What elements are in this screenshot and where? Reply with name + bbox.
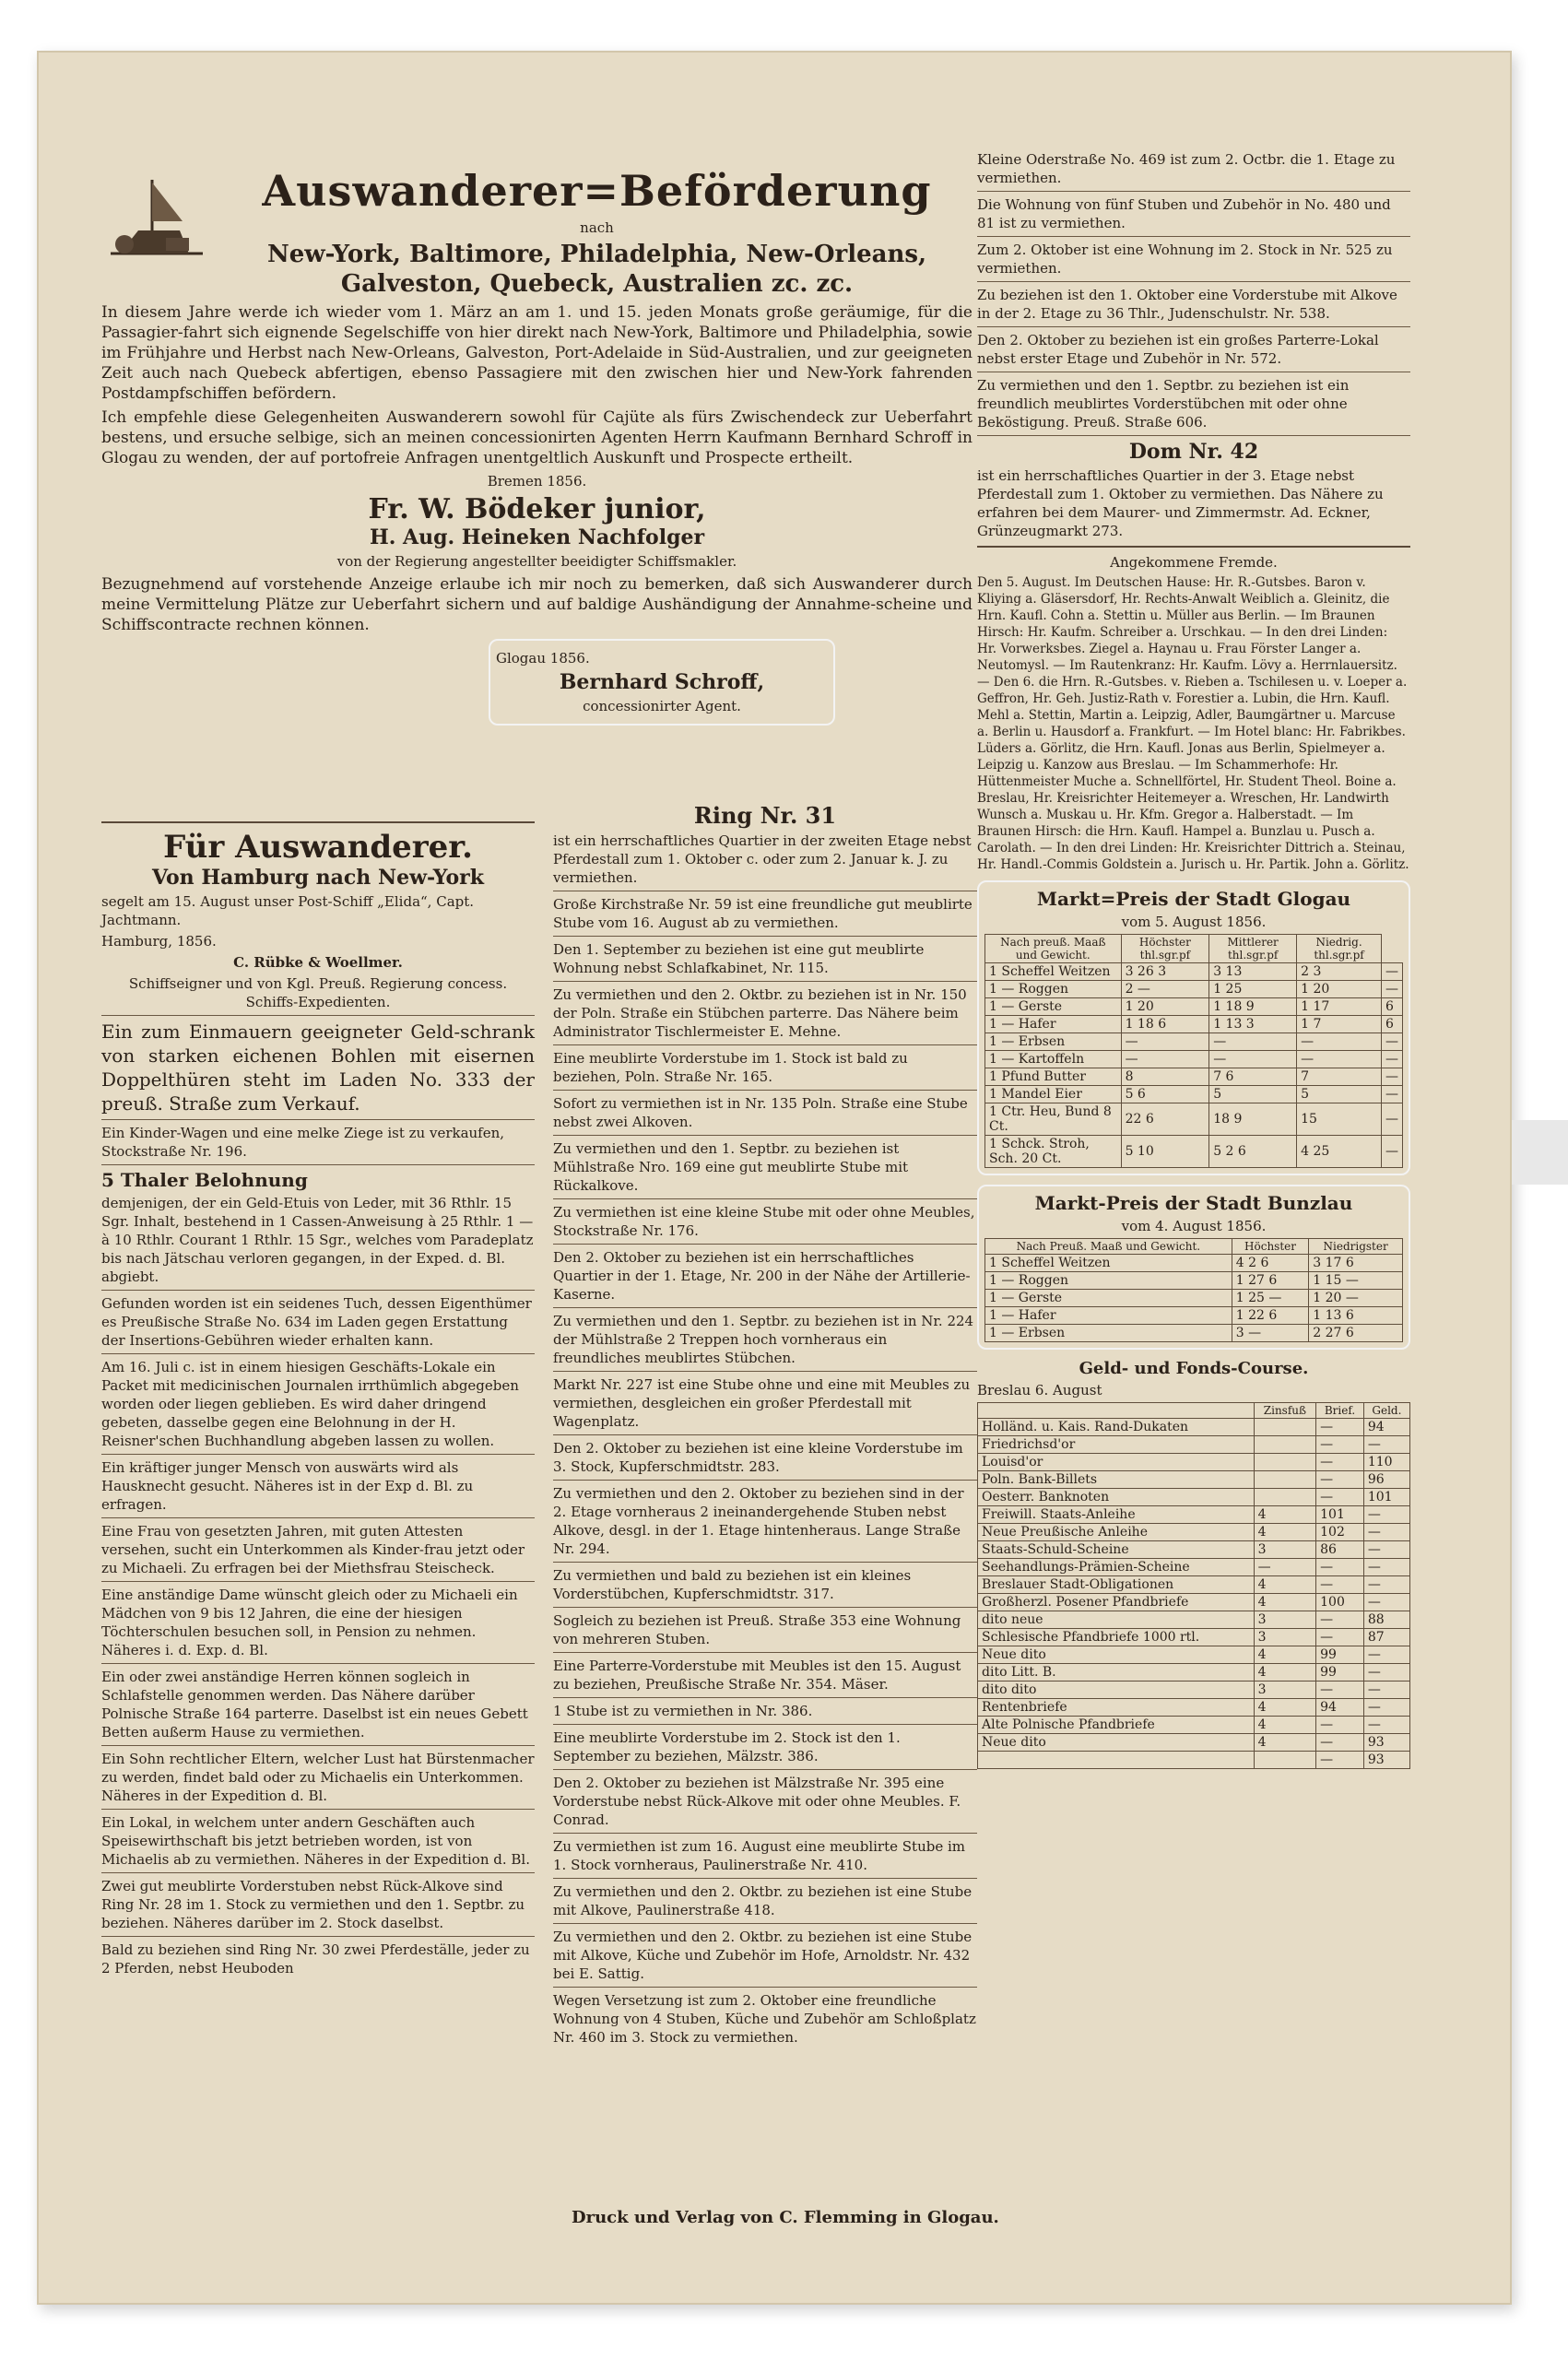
exchange-date: Breslau 6. August <box>977 1382 1102 1398</box>
table-cell: 1 — Roggen <box>985 981 1122 998</box>
table-cell: 93 <box>1363 1734 1409 1752</box>
table-row <box>978 1454 1410 1471</box>
table-cell: 100 <box>1316 1594 1364 1611</box>
ship-illustration <box>101 166 212 277</box>
found-ad: Gefunden worden ist ein seidenes Tuch, dessen Eigenthümer es Preußische Straße No. 634 im Laden gegen Erstattung der Insertions-Gebühren wieder erhalten kann. <box>101 1295 532 1349</box>
col1-ad2: Ein zum Einmauern geeigneter Geld-schrank von starken eichenen Bohlen mit eisernen Doppelthüren steht im Laden No. 333 der preuß. Straße zum Verkauf. <box>101 1021 535 1115</box>
table-row <box>978 1611 1410 1629</box>
table-cell: 99 <box>1316 1646 1364 1664</box>
table-row <box>985 1068 1403 1086</box>
table-cell: 1 — Hafer <box>985 1307 1232 1325</box>
table-row <box>978 1629 1410 1646</box>
table-row <box>978 1436 1410 1454</box>
market-bunzlau-table <box>984 1238 1403 1342</box>
table-cell: — <box>1121 1051 1209 1068</box>
table-cell: 2 3 <box>1297 963 1382 981</box>
table-cell: Neue Preußische Anleihe <box>978 1524 1255 1541</box>
table-cell: dito neue <box>978 1611 1255 1629</box>
col2-a18: Eine meublirte Vorderstube im 2. Stock ist den 1. September zu beziehen, Mälzstr. 386. <box>553 1729 901 1764</box>
firm-successor: H. Aug. Heineken Nachfolger <box>369 525 705 549</box>
table-row <box>978 1699 1410 1717</box>
table-cell: — <box>1381 981 1402 998</box>
table-cell: 2 27 6 <box>1309 1325 1403 1342</box>
col1-ad5: Am 16. Juli c. ist in einem hiesigen Geschäfts-Lokale ein Packet mit medicinischen Journalen irrthümlich abgegeben worden oder liegen geblieben. Es wird daher dringend gebeten, dasselbe gegen eine Belohnung in der H. Reisner'schen Buchhandlung abgeben lassen zu wollen. <box>101 1359 519 1449</box>
table-cell: 1 — Roggen <box>985 1272 1232 1290</box>
table-cell: 15 <box>1297 1103 1382 1136</box>
exchange-table <box>977 1402 1410 1769</box>
table-cell: 7 <box>1297 1068 1382 1086</box>
table-row <box>985 1033 1403 1051</box>
table-row <box>985 963 1403 981</box>
table-cell: Rentenbriefe <box>978 1699 1255 1717</box>
table-row <box>985 1255 1403 1272</box>
market-bunzlau <box>977 1185 1410 1350</box>
table-cell: 22 6 <box>1121 1103 1209 1136</box>
col2-a10: Zu vermiethen und den 1. Septbr. zu beziehen ist in Nr. 224 der Mühlstraße 2 Treppen hoch vornheraus ein freundliches meublirtes Stübchen. <box>553 1313 974 1366</box>
ring-heading: Ring Nr. 31 <box>693 802 837 829</box>
col1-ad9: Ein oder zwei anständige Herren können sogleich in Schlafstelle genommen werden. Das Nähere darüber Polnische Straße 164 parterre. Daselbst ist ein neues Gebett Betten außerm Hause zu vermiethen. <box>101 1669 528 1740</box>
table-cell: Großherzl. Posener Pfandbriefe <box>978 1594 1255 1611</box>
table-cell: — <box>1209 1051 1297 1068</box>
table-header: Mittlerer thl.sgr.pf <box>1209 935 1297 963</box>
table-header: Geld. <box>1363 1403 1409 1419</box>
table-cell: — <box>1316 1489 1364 1506</box>
table-cell: 1 20 <box>1121 998 1209 1016</box>
col1-sail: segelt am 15. August unser Post-Schiff „Elida“, Capt. Jachtmann. <box>101 893 475 928</box>
col2-a17: 1 Stube ist zu vermiethen in Nr. 386. <box>553 1703 813 1719</box>
table-cell: 1 7 <box>1297 1016 1382 1033</box>
table-cell: Friedrichsd'or <box>978 1436 1255 1454</box>
col2-a3: Den 1. September zu beziehen ist eine gut meublirte Wohnung nebst Schlafkabinet, Nr. 115. <box>553 941 925 976</box>
table-row <box>978 1471 1410 1489</box>
table-cell: 1 25 <box>1209 981 1297 998</box>
strip <box>1512 1120 1568 1185</box>
col1-owner-desc: Schiffseigner und von Kgl. Preuß. Regierung concess. Schiffs-Expedienten. <box>128 975 508 1010</box>
col2-a23: Wegen Versetzung ist zum 2. Oktober eine freundliche Wohnung von 4 Stuben, Küche und Zubehör am Schloßplatz Nr. 460 im 3. Stock zu vermiethen. <box>553 1992 976 2046</box>
table-cell: 94 <box>1316 1699 1364 1717</box>
table-cell: — <box>1297 1051 1382 1068</box>
table-row <box>985 1290 1403 1307</box>
table-row <box>978 1734 1410 1752</box>
col2-a4: Zu vermiethen und den 2. Oktbr. zu beziehen ist in Nr. 150 der Poln. Straße ein Stübchen parterre. Das Nähere beim Administrator Tischlermeister E. Mehne. <box>553 986 967 1040</box>
table-cell: Staats-Schuld-Scheine <box>978 1541 1255 1559</box>
table-cell: 87 <box>1363 1629 1409 1646</box>
col1-owner: C. Rübke & Woellmer. <box>233 954 403 971</box>
arrivals-text: Den 5. August. Im Deutschen Hause: Hr. R.-Gutsbes. Baron v. Kliying a. Gläsersdorf, Hr. Rechts-Anwalt Weiblich a. Gleinitz, die Hrn. Kaufl. Cohn a. Stettin u. Müller aus Berlin. — Im Braunen Hirsch: Hr. Kaufm. Schreiber a. Urschkau. — In den drei Linden: Hr. Vorwerksbes. Ziegel a. Haynau u. Frau Förster Langer a. Neutomysl. — Im Rautenkranz: Hr. Kaufm. Lövy a. Herrnlauersitz. — Den 6. die Hrn. R.-Gutsbes. v. Rieben a. Tschilesen u. v. Loeper a. Geffron, Hr. Geh. Justiz-Rath v. Forestier a. Lubin, die Hrn. Kaufl. Mehl a. Stettin, Martin a. Leipzig, Adler, Baumgärtner u. Marcuse a. Berlin u. Hausdorf a. Frankfurt. — Im Hotel blanc: Hr. Fabrikbes. Lüders a. Görlitz, die Hrn. Kaufl. Jonas aus Berlin, Spielmeyer a. Leipzig u. Kanzow aus Breslau. — Im Schammerhofe: Hr. Hüttenmeister Muche a. Schnellförtel, Hr. Student Theol. Boine a. Breslau, Hr. Kreisrichter Heitemeyer a. Wreschen, Hr. Landwirth Wunsch a. Muskau u. Hr. Kfm. Gregor a. Halberstadt. — Im Braunen Hirsch: die Hrn. Kaufl. Hampel a. Bunzlau u. Pusch a. Carolath. — In den drei Linden: Hr. Kreisrichter Dittrich a. Steinau, Hr. Handl.-Commis Goldstein a. Jurisch u. Hr. Partik. John a. Görlitz. <box>977 575 1409 872</box>
table-cell: 4 2 6 <box>1232 1255 1308 1272</box>
firm-appointed: von der Regierung angestellter beeidigter Schiffsmakler. <box>336 553 737 570</box>
table-cell: dito dito <box>978 1682 1255 1699</box>
table-row <box>978 1717 1410 1734</box>
table-cell: 5 6 <box>1121 1086 1209 1103</box>
col3-b3: Zum 2. Oktober ist eine Wohnung im 2. Stock in Nr. 525 zu vermiethen. <box>977 242 1393 277</box>
table-cell: 3 — <box>1232 1325 1308 1342</box>
col2-a8: Zu vermiethen ist eine kleine Stube mit oder ohne Meubles, Stockstraße Nr. 176. <box>553 1204 975 1239</box>
table-cell: 5 10 <box>1121 1136 1209 1168</box>
market-bunzlau-title: Markt-Preis der Stadt Bunzlau <box>1034 1192 1353 1214</box>
table-row <box>978 1489 1410 1506</box>
table-cell: Neue dito <box>978 1734 1255 1752</box>
table-cell: — <box>1381 1051 1402 1068</box>
table-cell: 1 27 6 <box>1232 1272 1308 1290</box>
table-cell: 1 22 6 <box>1232 1307 1308 1325</box>
reward-heading: 5 Thaler Belohnung <box>101 1169 308 1191</box>
col2-a5: Eine meublirte Vorderstube im 1. Stock ist bald zu beziehen, Poln. Straße Nr. 165. <box>553 1050 908 1085</box>
table-cell: 1 Scheffel Weitzen <box>985 963 1122 981</box>
table-cell: 1 Ctr. Heu, Bund 8 Ct. <box>985 1103 1122 1136</box>
market-glogau-title: Markt=Preis der Stadt Glogau <box>1036 888 1351 910</box>
table-cell: Breslauer Stadt-Obligationen <box>978 1576 1255 1594</box>
table-cell: 1 17 <box>1297 998 1382 1016</box>
table-cell: — <box>1363 1682 1409 1699</box>
table-row <box>985 1325 1403 1342</box>
table-cell: 86 <box>1316 1541 1364 1559</box>
table-cell: — <box>1363 1436 1409 1454</box>
table-cell: 102 <box>1316 1524 1364 1541</box>
col1-ad12: Zwei gut meublirte Vorderstuben nebst Rück-Alkove sind Ring Nr. 28 im 1. Stock zu vermiethen und den 1. Septbr. zu beziehen. Näheres darüber im 2. Stock daselbst. <box>101 1878 525 1931</box>
table-cell: 1 13 3 <box>1209 1016 1297 1033</box>
market-glogau <box>977 880 1410 1175</box>
table-cell: 1 — Gerste <box>985 1290 1232 1307</box>
col1-ad10: Ein Sohn rechtlicher Eltern, welcher Lust hat Bürstenmacher zu werden, findet bald oder zu Michaelis ein Unterkommen. Näheres in der Expedition d. Bl. <box>101 1751 535 1804</box>
col1-sail-date: Hamburg, 1856. <box>101 933 217 950</box>
routes: New-York, Baltimore, Philadelphia, New-Orleans, Galveston, Quebeck, Australien zc. zc. <box>266 241 927 298</box>
table-cell: 101 <box>1363 1489 1409 1506</box>
table-cell: 1 Scheffel Weitzen <box>985 1255 1232 1272</box>
agent-block <box>489 639 835 726</box>
table-cell: 4 <box>1254 1664 1316 1682</box>
col2-a21: Zu vermiethen und den 2. Oktbr. zu beziehen ist eine Stube mit Alkove, Paulinerstraße 418. <box>553 1883 973 1918</box>
table-cell: 8 <box>1121 1068 1209 1086</box>
table-cell: — <box>1381 1086 1402 1103</box>
col2-a11: Markt Nr. 227 ist eine Stube ohne und eine mit Meubles zu vermiethen, desgleichen ein großer Pferdestall mit Wagenplatz. <box>553 1376 971 1430</box>
table-cell: — <box>1363 1699 1409 1717</box>
table-cell: Poln. Bank-Billets <box>978 1471 1255 1489</box>
table-cell: 4 <box>1254 1594 1316 1611</box>
market-glogau-table <box>984 934 1403 1168</box>
table-header: Höchster <box>1232 1239 1308 1255</box>
table-cell: Holländ. u. Kais. Rand-Dukaten <box>978 1419 1255 1436</box>
table-cell: Neue dito <box>978 1646 1255 1664</box>
table-cell <box>978 1752 1255 1769</box>
table-cell: 3 <box>1254 1682 1316 1699</box>
col1-ad11: Ein Lokal, in welchem unter andern Geschäften auch Speisewirthschaft bis jetzt betrieben worden, ist von Michaelis ab zu vermiethen. Näheres in der Expedition d. Bl. <box>101 1814 530 1868</box>
agent-name: Bernhard Schroff, <box>559 670 765 694</box>
col2-a15: Sogleich zu beziehen ist Preuß. Straße 353 eine Wohnung von mehreren Stuben. <box>553 1612 961 1647</box>
table-cell: 6 <box>1381 1016 1402 1033</box>
table-cell: 18 9 <box>1209 1103 1297 1136</box>
table-header: Höchster thl.sgr.pf <box>1121 935 1209 963</box>
table-row <box>978 1506 1410 1524</box>
table-cell <box>1254 1471 1316 1489</box>
col3-b4: Zu beziehen ist den 1. Oktober eine Vorderstube mit Alkove in der 2. Etage zu 36 Thlr., Judenschulstr. Nr. 538. <box>977 287 1397 322</box>
dom-text: ist ein herrschaftliches Quartier in der 3. Etage nebst Pferdestall zum 1. Oktober zu vermiethen. Das Nähere zu erfahren bei dem Maurer- und Zimmermstr. Ad. Eckner, Grünzeugmarkt 273. <box>977 467 1384 539</box>
table-row <box>985 1086 1403 1103</box>
col2-a12: Den 2. Oktober zu beziehen ist eine kleine Vorderstube im 3. Stock, Kupferschmidtstr. 283. <box>553 1440 963 1475</box>
table-row <box>978 1594 1410 1611</box>
table-row <box>978 1576 1410 1594</box>
table-cell: 3 17 6 <box>1309 1255 1403 1272</box>
imprint: Druck und Verlag von C. Flemming in Glogau. <box>572 2208 999 2227</box>
table-cell: — <box>1363 1506 1409 1524</box>
table-row <box>978 1752 1410 1769</box>
ad-body-2: Ich empfehle diese Gelegenheiten Auswanderern sowohl für Cajüte als fürs Zwischendeck zur Ueberfahrt bestens, und ersuche selbige, sich an meinen concessionirten Agenten Herrn Kaufmann Bernhard Schroff in Glogau zu wenden, der auf portofreie Anfragen unentgeltlich Auskunft und Prospecte ertheilt. <box>101 408 973 467</box>
col2-a16: Eine Parterre-Vorderstube mit Meubles ist den 15. August zu beziehen, Preußische Straße Nr. 354. Mäser. <box>553 1658 961 1693</box>
col1-ad3: Ein Kinder-Wagen und eine melke Ziege ist zu verkaufen, Stockstraße Nr. 196. <box>101 1125 505 1160</box>
table-cell: 3 26 3 <box>1121 963 1209 981</box>
column-2 <box>553 802 977 2049</box>
col3-b5: Den 2. Oktober zu beziehen ist ein großes Parterre-Lokal nebst erster Etage und Zubehör in Nr. 572. <box>977 332 1379 367</box>
table-row <box>985 998 1403 1016</box>
col1-ad8: Eine anständige Dame wünscht gleich oder zu Michaeli ein Mädchen von 9 bis 12 Jahren, die eine der hiesigen Töchterschulen besuchen soll, in Pension zu nehmen. Näheres i. d. Exp. d. Bl. <box>101 1587 518 1658</box>
table-cell <box>1254 1489 1316 1506</box>
table-cell: 1 — Hafer <box>985 1016 1122 1033</box>
table-row <box>978 1664 1410 1682</box>
subhead: nach <box>580 219 614 236</box>
table-cell: — <box>1363 1524 1409 1541</box>
column-1 <box>101 816 535 1980</box>
table-cell: 2 — <box>1121 981 1209 998</box>
table-cell: — <box>1363 1576 1409 1594</box>
table-row <box>978 1646 1410 1664</box>
table-cell: 1 13 6 <box>1309 1307 1403 1325</box>
table-cell: 1 20 <box>1297 981 1382 998</box>
table-cell: — <box>1381 1033 1402 1051</box>
ad-body-1: In diesem Jahre werde ich wieder vom 1. März an am 1. und 15. jeden Monats große geräumige, für die Passagier-fahrt sich eignende Segelschiffe von hier direkt nach New-York, Baltimore und Philadelphia, sowie im Frühjahre und Herbst nach New-Orleans, Galveston, Port-Adelaide in Süd-Australien, und zur geeigneten Zeit auch nach Quebeck abfertigen, ebenso Passagiere mit den zwischen hier und New-York fahrenden Postdampfschiffen befördern. <box>101 303 973 403</box>
table-cell <box>1254 1752 1316 1769</box>
table-cell: — <box>1316 1734 1364 1752</box>
table-cell: — <box>1363 1559 1409 1576</box>
table-cell: 3 <box>1254 1541 1316 1559</box>
table-cell: Alte Polnische Pfandbriefe <box>978 1717 1255 1734</box>
firm-name: Fr. W. Bödeker junior, <box>368 493 706 525</box>
table-cell: — <box>1316 1752 1364 1769</box>
table-cell: — <box>1121 1033 1209 1051</box>
col3-b2: Die Wohnung von fünf Stuben und Zubehör in No. 480 und 81 ist zu vermiethen. <box>977 196 1391 231</box>
table-cell: — <box>1363 1541 1409 1559</box>
table-cell: — <box>1316 1419 1364 1436</box>
table-cell: Oesterr. Banknoten <box>978 1489 1255 1506</box>
table-cell: 1 15 — <box>1309 1272 1403 1290</box>
col1-route: Von Hamburg nach New-York <box>151 866 485 890</box>
table-cell: 1 25 — <box>1232 1290 1308 1307</box>
dom-heading: Dom Nr. 42 <box>1128 440 1259 464</box>
table-cell <box>1254 1436 1316 1454</box>
exchange-rates <box>977 1359 1410 1769</box>
table-cell: 99 <box>1316 1664 1364 1682</box>
table-cell: 3 <box>1254 1611 1316 1629</box>
table-row <box>985 1016 1403 1033</box>
table-cell: 4 <box>1254 1646 1316 1664</box>
place-date: Bremen 1856. <box>487 473 587 490</box>
table-cell: — <box>1209 1033 1297 1051</box>
table-cell: — <box>1381 1068 1402 1086</box>
table-cell: — <box>1381 963 1402 981</box>
table-cell: 96 <box>1363 1471 1409 1489</box>
col1-ad6: Ein kräftiger junger Mensch von auswärts wird als Hausknecht gesucht. Näheres ist in der Exp d. Bl. zu erfragen. <box>101 1459 474 1513</box>
col2-a6: Sofort zu vermiethen ist in Nr. 135 Poln. Straße eine Stube nebst zwei Alkoven. <box>553 1095 968 1130</box>
table-cell: 4 <box>1254 1506 1316 1524</box>
table-cell: 6 <box>1381 998 1402 1016</box>
table-header: Nach preuß. Maaß und Gewicht. <box>985 935 1122 963</box>
table-row <box>978 1559 1410 1576</box>
emigration-ad <box>101 166 973 726</box>
table-cell: 1 — Erbsen <box>985 1033 1122 1051</box>
agent-title: concessionirter Agent. <box>583 698 741 714</box>
market-glogau-date: vom 5. August 1856. <box>1121 914 1267 930</box>
table-row <box>978 1524 1410 1541</box>
table-cell: 1 — Kartoffeln <box>985 1051 1122 1068</box>
col2-a22: Zu vermiethen und den 2. Oktbr. zu beziehen ist eine Stube mit Alkove, Küche und Zubehör im Hofe, Arnoldstr. Nr. 432 bei E. Sattig. <box>553 1929 973 1982</box>
table-cell: — <box>1316 1576 1364 1594</box>
table-cell: 5 <box>1209 1086 1297 1103</box>
col2-a20: Zu vermiethen ist zum 16. August eine meublirte Stube im 1. Stock vornheraus, Paulinerstraße Nr. 410. <box>553 1838 965 1873</box>
table-cell: 3 <box>1254 1629 1316 1646</box>
table-header: Nach Preuß. Maaß und Gewicht. <box>985 1239 1232 1255</box>
table-cell: 1 — Gerste <box>985 998 1122 1016</box>
table-cell: 88 <box>1363 1611 1409 1629</box>
table-cell: 3 13 <box>1209 963 1297 981</box>
table-cell: 7 6 <box>1209 1068 1297 1086</box>
table-cell: — <box>1363 1594 1409 1611</box>
table-header: Niedrigster <box>1309 1239 1403 1255</box>
table-cell: — <box>1316 1559 1364 1576</box>
table-cell <box>1254 1454 1316 1471</box>
table-cell: 101 <box>1316 1506 1364 1524</box>
table-cell: 1 Pfund Butter <box>985 1068 1122 1086</box>
col3-b6: Zu vermiethen und den 1. Septbr. zu beziehen ist ein freundlich meublirtes Vorderstübchen mit oder ohne Beköstigung. Preuß. Straße 606. <box>977 377 1350 431</box>
table-cell: 110 <box>1363 1454 1409 1471</box>
col1-ad13: Bald zu beziehen sind Ring Nr. 30 zwei Pferdeställe, jeder zu 2 Pferden, nebst Heuboden <box>101 1941 530 1976</box>
ad-body-3: Bezugnehmend auf vorstehende Anzeige erlaube ich mir noch zu bemerken, daß sich Auswanderer durch meine Vermittelung Plätze zur Ueberfahrt sichern und auf baldige Aushändigung der Annahme-scheine und Schiffscontracte rechnen können. <box>101 575 973 634</box>
table-cell: 1 18 6 <box>1121 1016 1209 1033</box>
table-cell: 4 <box>1254 1699 1316 1717</box>
table-cell: 1 20 — <box>1309 1290 1403 1307</box>
col1-heading: Für Auswanderer. <box>163 829 473 866</box>
market-bunzlau-date: vom 4. August 1856. <box>1121 1218 1267 1234</box>
table-cell: — <box>1363 1664 1409 1682</box>
table-row <box>985 1272 1403 1290</box>
arrivals-heading: Angekommene Fremde. <box>1110 554 1278 571</box>
table-row <box>985 1136 1403 1168</box>
col3-b1: Kleine Oderstraße No. 469 ist zum 2. Octbr. die 1. Etage zu vermiethen. <box>977 151 1396 186</box>
table-cell: 4 <box>1254 1717 1316 1734</box>
table-cell: — <box>1316 1629 1364 1646</box>
table-cell: 1 18 9 <box>1209 998 1297 1016</box>
table-header: Brief. <box>1316 1403 1364 1419</box>
col2-a2: Große Kirchstraße Nr. 59 ist eine freundliche gut meublirte Stube vom 16. August ab zu vermiethen. <box>553 896 973 931</box>
table-cell: — <box>1316 1471 1364 1489</box>
table-cell: Louisd'or <box>978 1454 1255 1471</box>
table-cell: — <box>1254 1559 1316 1576</box>
table-cell: 93 <box>1363 1752 1409 1769</box>
table-cell <box>1254 1419 1316 1436</box>
table-cell: — <box>1316 1454 1364 1471</box>
table-row <box>985 1051 1403 1068</box>
table-cell: — <box>1316 1682 1364 1699</box>
table-cell: 1 — Erbsen <box>985 1325 1232 1342</box>
table-cell: Seehandlungs-Prämien-Scheine <box>978 1559 1255 1576</box>
table-cell: — <box>1316 1436 1364 1454</box>
table-cell: — <box>1363 1717 1409 1734</box>
table-cell: dito Litt. B. <box>978 1664 1255 1682</box>
headline: Auswanderer=Beförderung <box>262 166 932 216</box>
col2-a19: Den 2. Oktober zu beziehen ist Mälzstraße Nr. 395 eine Vorderstube nebst Rück-Alkove mit oder ohne Meubles. F. Conrad. <box>553 1775 961 1828</box>
table-row <box>978 1541 1410 1559</box>
table-row <box>985 1103 1403 1136</box>
table-row <box>978 1682 1410 1699</box>
table-cell: — <box>1316 1717 1364 1734</box>
table-cell: 1 Schck. Stroh, Sch. 20 Ct. <box>985 1136 1122 1168</box>
table-cell: 5 2 6 <box>1209 1136 1297 1168</box>
table-cell: Freiwill. Staats-Anleihe <box>978 1506 1255 1524</box>
column-3 <box>977 148 1410 1769</box>
table-cell: — <box>1381 1136 1402 1168</box>
table-cell: — <box>1381 1103 1402 1136</box>
table-cell: 4 <box>1254 1734 1316 1752</box>
table-row <box>978 1419 1410 1436</box>
col2-a1: ist ein herrschaftliches Quartier in der zweiten Etage nebst Pferdestall zum 1. Oktober c. oder zum 2. Januar k. J. zu vermiethen. <box>553 832 972 886</box>
table-cell: 94 <box>1363 1419 1409 1436</box>
col2-a13: Zu vermiethen und den 2. Oktober zu beziehen sind in der 2. Etage vornheraus 2 ineinandergehende Stuben nebst Alkove, desgl. in der 1. Etage hintenheraus. Lange Straße Nr. 294. <box>553 1485 964 1557</box>
table-cell: 1 Mandel Eier <box>985 1086 1122 1103</box>
col2-a9: Den 2. Oktober zu beziehen ist ein herrschaftliches Quartier in der 1. Etage, Nr. 200 in der Nähe der Artillerie-Kaserne. <box>553 1249 971 1303</box>
table-cell: 4 25 <box>1297 1136 1382 1168</box>
agent-place: Glogau 1856. <box>496 650 590 667</box>
table-header: Zinsfuß <box>1254 1403 1316 1419</box>
table-row <box>985 1307 1403 1325</box>
table-cell: 4 <box>1254 1524 1316 1541</box>
reward-text: demjenigen, der ein Geld-Etuis von Leder, mit 36 Rthlr. 15 Sgr. Inhalt, bestehend in 1 Cassen-Anweisung à 25 Rthlr. 1 — à 10 Rthlr. Courant 1 Rthlr. 15 Sgr., welches vom Paradeplatz bis nach Jätschau verloren gegangen, in der Exped. d. Bl. abgiebt. <box>101 1195 534 1285</box>
exchange-title: Geld- und Fonds-Course. <box>1079 1359 1309 1378</box>
col1-ad7: Eine Frau von gesetzten Jahren, mit guten Attesten versehen, sucht ein Unterkommen als Kinder-frau jetzt oder zu Michaeli. Zu erfragen bei der Miethsfrau Steischeck. <box>101 1523 525 1576</box>
table-cell: Schlesische Pfandbriefe 1000 rtl. <box>978 1629 1255 1646</box>
table-cell: — <box>1297 1033 1382 1051</box>
col2-a14: Zu vermiethen und bald zu beziehen ist ein kleines Vorderstübchen, Kupferschmidtstr. 317. <box>553 1567 912 1602</box>
table-cell: 4 <box>1254 1576 1316 1594</box>
table-row <box>985 981 1403 998</box>
table-header: Niedrig. thl.sgr.pf <box>1297 935 1382 963</box>
table-cell: — <box>1316 1611 1364 1629</box>
col2-a7: Zu vermiethen und den 1. Septbr. zu beziehen ist Mühlstraße Nro. 169 eine gut meublirte Stube mit Rückalkove. <box>553 1140 909 1194</box>
table-cell: 5 <box>1297 1086 1382 1103</box>
table-cell: — <box>1363 1646 1409 1664</box>
